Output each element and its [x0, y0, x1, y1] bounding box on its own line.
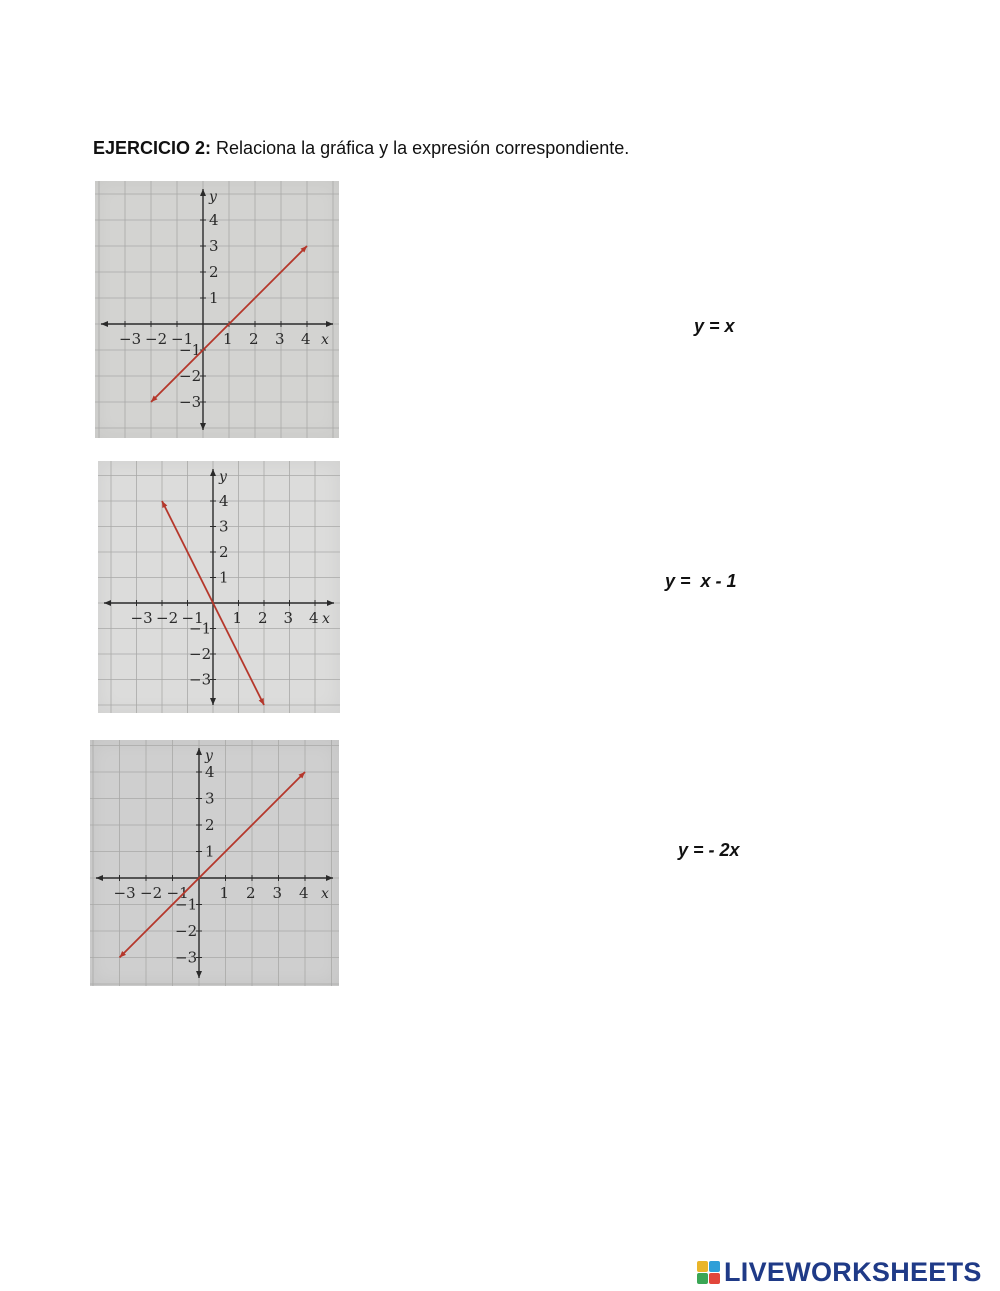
x-tick-label: 3 — [275, 330, 285, 348]
x-axis-label: x — [321, 886, 329, 902]
x-axis-label: x — [322, 611, 330, 627]
y-tick-label: −3 — [189, 670, 212, 689]
x-tick-label: 2 — [246, 884, 256, 902]
y-axis-arrow-icon — [210, 698, 216, 705]
y-axis-label: y — [209, 189, 217, 205]
y-tick-label: −2 — [175, 922, 198, 940]
logo-block — [697, 1273, 708, 1284]
y-tick-label: −2 — [189, 645, 212, 663]
x-axis-arrow-icon — [327, 600, 334, 606]
y-tick-label: −1 — [189, 619, 212, 638]
y-axis-label: y — [219, 469, 227, 485]
x-tick-label: 2 — [258, 609, 268, 627]
graph-1 — [95, 181, 339, 438]
graph-2-plot — [98, 461, 340, 713]
x-axis-arrow-icon — [326, 875, 333, 881]
x-tick-label: −2 — [140, 884, 163, 902]
x-tick-label: 3 — [283, 609, 294, 627]
y-tick-label: 4 — [219, 492, 229, 510]
x-tick-label: 1 — [232, 609, 243, 627]
x-axis-arrow-icon — [96, 875, 103, 881]
y-axis-arrow-icon — [200, 423, 206, 430]
y-tick-label: 3 — [219, 517, 229, 536]
x-tick-label: −1 — [166, 884, 189, 902]
x-tick-label: 1 — [219, 884, 230, 902]
x-tick-label: −2 — [156, 609, 179, 627]
y-axis-label: y — [205, 748, 213, 764]
x-tick-label: 4 — [309, 609, 319, 627]
y-tick-label: −1 — [179, 341, 202, 359]
y-tick-label: 2 — [205, 816, 215, 834]
y-tick-label: 3 — [209, 237, 219, 255]
x-tick-label: 4 — [301, 330, 311, 348]
x-tick-label: 2 — [249, 330, 259, 348]
logo-block — [697, 1261, 708, 1272]
expression-2[interactable]: y = x - 1 — [665, 571, 737, 591]
y-tick-label: 4 — [209, 211, 219, 229]
x-tick-label: 4 — [299, 884, 309, 902]
x-tick-label: −3 — [130, 609, 153, 627]
brand-name: LIVEWORKSHEETS — [724, 1256, 982, 1287]
y-tick-label: −3 — [175, 948, 198, 967]
y-tick-label: 2 — [209, 263, 219, 281]
y-tick-label: −3 — [179, 393, 202, 411]
x-tick-label: −1 — [171, 330, 194, 348]
y-axis-arrow-icon — [196, 971, 202, 978]
x-tick-label: 3 — [272, 884, 283, 902]
graph-2 — [98, 461, 340, 713]
x-axis-arrow-icon — [101, 321, 108, 327]
graph-3 — [90, 740, 339, 986]
logo-block — [709, 1273, 720, 1284]
y-tick-label: 1 — [219, 568, 229, 587]
x-axis-arrow-icon — [326, 321, 333, 327]
x-axis-arrow-icon — [104, 600, 111, 606]
x-tick-label: −2 — [145, 330, 168, 348]
y-tick-label: 1 — [209, 289, 219, 307]
x-tick-label: 1 — [223, 330, 233, 348]
x-tick-label: −3 — [113, 884, 136, 902]
y-tick-label: 1 — [205, 842, 215, 861]
y-tick-label: −2 — [179, 367, 202, 385]
exercise-label: EJERCICIO 2: — [93, 138, 212, 158]
graph-3-plot — [90, 740, 339, 986]
x-axis-label: x — [321, 332, 329, 348]
exercise-heading — [93, 138, 629, 159]
logo-block — [709, 1261, 720, 1272]
y-tick-label: 4 — [205, 763, 215, 781]
liveworksheets-logo — [697, 1255, 982, 1289]
y-tick-label: 3 — [205, 789, 215, 808]
expression-3[interactable]: y = - 2x — [678, 840, 740, 860]
y-axis-arrow-icon — [196, 748, 202, 755]
logo-blocks-icon — [697, 1261, 720, 1284]
y-axis-arrow-icon — [210, 469, 216, 476]
y-tick-label: −1 — [175, 895, 198, 914]
graph-1-plot — [95, 181, 339, 438]
y-tick-label: 2 — [219, 543, 229, 561]
y-axis-arrow-icon — [200, 189, 206, 196]
expression-1[interactable]: y = x — [694, 316, 735, 336]
x-tick-label: −1 — [181, 609, 204, 627]
x-tick-label: −3 — [119, 330, 142, 348]
exercise-instruction: Relaciona la gráfica y la expresión correspondiente. — [216, 138, 630, 158]
